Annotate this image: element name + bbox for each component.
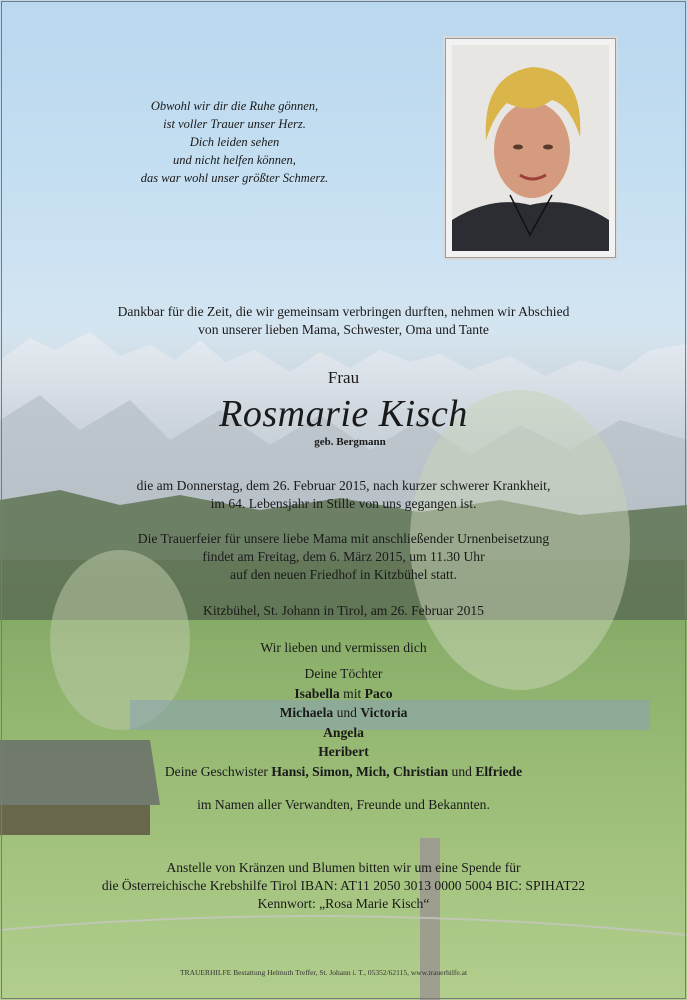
love-line: Wir lieben und vermissen dich <box>260 640 427 655</box>
funeral-details <box>0 530 687 584</box>
poem-line: das war wohl unser größter Schmerz. <box>140 171 329 185</box>
funeral-line-1: Die Trauerfeier für unsere liebe Mama mit anschließender Urnenbeisetzung <box>137 531 550 546</box>
death-notice <box>0 477 687 513</box>
donation-line-2: die Österreichische Krebshilfe Tirol IBAN: AT11 2050 3013 0000 5004 BIC: SPIHAT22 <box>101 878 586 893</box>
mourner-name: Simon, <box>312 763 353 779</box>
siblings-line <box>0 762 687 782</box>
footer-brand: TRAUERHILFE <box>180 968 232 977</box>
salutation: Frau <box>327 368 360 387</box>
mourner-name: Hansi, <box>271 763 309 779</box>
poem <box>92 97 377 187</box>
intro-line-1: Dankbar für die Zeit, die wir gemeinsam verbringen durften, nehmen wir Abschied <box>117 304 570 319</box>
relatives-line: im Namen aller Verwandten, Freunde und Bekannten. <box>197 797 490 812</box>
place-date: Kitzbühel, St. Johann in Tirol, am 26. Februar 2015 <box>203 603 484 618</box>
portrait-image <box>452 45 609 251</box>
daughters-label: Deine Töchter <box>304 666 383 681</box>
mourners-list <box>0 664 687 781</box>
intro-text <box>0 303 687 339</box>
connector-text: und <box>336 705 357 720</box>
death-notice-line-1: die am Donnerstag, dem 26. Februar 2015, nach kurzer schwerer Krankheit, <box>136 478 551 493</box>
mourner-name: Mich, <box>355 763 390 779</box>
funeral-line-3: auf den neuen Friedhof in Kitzbühel statt. <box>230 567 457 582</box>
poem-line: Obwohl wir dir die Ruhe gönnen, <box>150 99 319 113</box>
deceased-name: Rosmarie Kisch <box>219 393 468 435</box>
poem-line: Dich leiden sehen <box>189 135 280 149</box>
mourner-line <box>0 684 687 704</box>
death-notice-line-2: im 64. Lebensjahr in Stille von uns gegangen ist. <box>210 496 477 511</box>
connector-text: mit <box>343 685 362 701</box>
donation-line-3: Kennwort: „Rosa Marie Kisch“ <box>257 896 430 911</box>
poem-line: und nicht helfen können, <box>173 153 296 167</box>
footer-text: Bestattung Helmuth Treffer, St. Johann i. T., 05352/62115, www.trauerhilfe.at <box>233 968 468 977</box>
mourner-line <box>0 703 687 723</box>
mourner-name: Michaela <box>279 705 334 720</box>
mourner-name: Christian <box>392 763 449 779</box>
siblings-label: Deine Geschwister <box>164 763 268 779</box>
birth-name: geb. Bergmann <box>314 436 386 448</box>
footer-imprint <box>180 968 600 977</box>
mourner-name: Elfriede <box>475 763 523 779</box>
portrait-photo <box>445 38 616 258</box>
funeral-line-2: findet am Freitag, dem 6. März 2015, um 11.30 Uhr <box>202 549 485 564</box>
mourner-name: Angela <box>323 724 364 740</box>
donation-line-1: Anstelle von Kränzen und Blumen bitten wir um eine Spende für <box>166 860 521 875</box>
connector-text: und <box>451 763 472 779</box>
mourner-name: Victoria <box>360 705 408 720</box>
mourner-name: Paco <box>364 685 393 701</box>
poem-line: ist voller Trauer unser Herz. <box>163 117 306 131</box>
mourner-name: Isabella <box>294 685 340 701</box>
mourner-name: Heribert <box>318 744 369 759</box>
donation-request <box>0 859 687 913</box>
intro-line-2: von unserer lieben Mama, Schwester, Oma und Tante <box>198 322 489 337</box>
